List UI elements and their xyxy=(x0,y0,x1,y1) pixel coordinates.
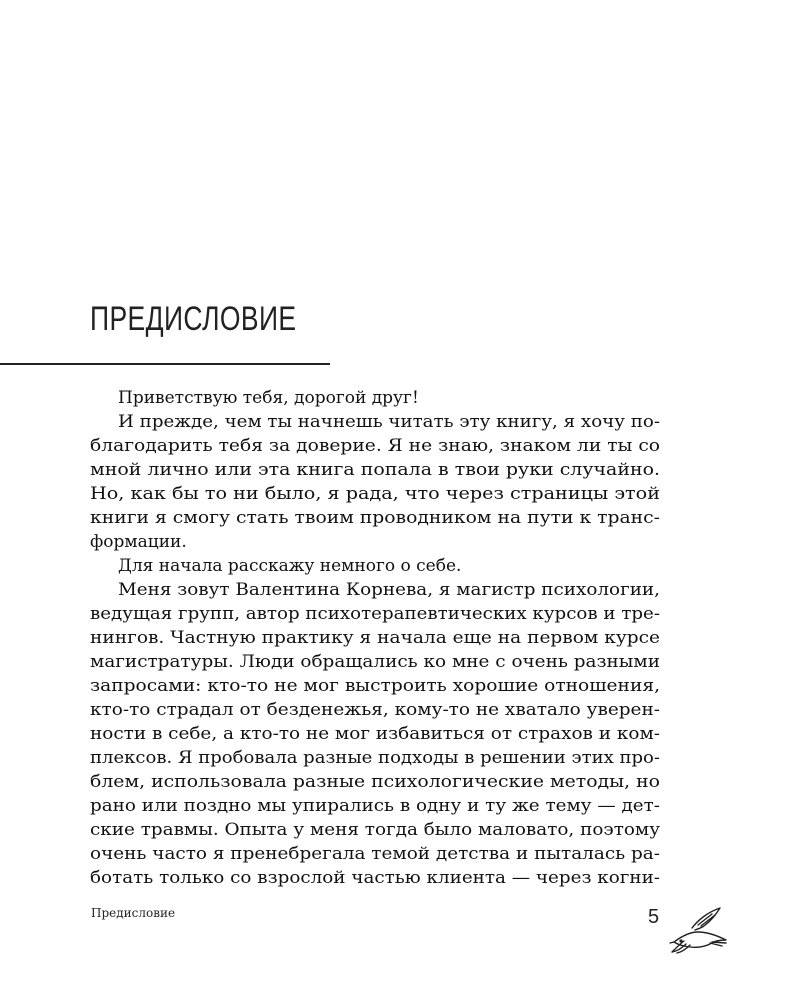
text-line: рано или поздно мы упирались в одну и ту же тему — дет- xyxy=(90,796,660,816)
text-line: ботать только со взрослой частью клиента — через когни- xyxy=(90,868,660,888)
text-line: формации. xyxy=(90,532,187,552)
text-line: ские травмы. Опыта у меня тогда было маловато, поэтому xyxy=(90,820,660,840)
text-line: нингов. Частную практику я начала еще на первом курсе xyxy=(90,628,660,648)
text-line: благодарить тебя за доверие. Я не знаю, знаком ли ты со xyxy=(90,436,660,456)
text-line: И прежде, чем ты начнешь читать эту книгу, я хочу по- xyxy=(118,412,660,432)
text-line: Но, как бы то ни было, я рада, что через страницы этой xyxy=(90,484,660,504)
text-line: ности в себе, а кто-то не мог избавиться от страхов и ком- xyxy=(90,724,660,744)
chapter-title: ПРЕДИСЛОВИЕ xyxy=(90,300,297,338)
text-line: блем, использовала разные психологические методы, но xyxy=(90,772,660,792)
body-text xyxy=(90,386,660,890)
text-line: Меня зовут Валентина Корнева, я магистр психологии, xyxy=(118,580,660,600)
text-line: ведущая групп, автор психотерапевтических курсов и тре- xyxy=(90,604,660,624)
text-line: Приветствую тебя, дорогой друг! xyxy=(118,388,419,408)
text-line: Для начала расскажу немного о себе. xyxy=(118,556,462,576)
running-footer-title: Предисловие xyxy=(91,906,176,920)
bird-icon xyxy=(668,906,730,954)
page-number: 5 xyxy=(648,906,660,928)
text-line: магистратуры. Люди обращались ко мне с очень разными xyxy=(90,652,660,672)
text-line: книги я смогу стать твоим проводником на пути к транс- xyxy=(90,508,660,528)
text-line: кто-то страдал от безденежья, кому-то не хватало уверен- xyxy=(90,700,660,720)
text-line: очень часто я пренебрегала темой детства и пыталась ра- xyxy=(90,844,661,864)
title-underline xyxy=(0,363,330,365)
text-line: запросами: кто-то не мог выстроить хорошие отношения, xyxy=(90,676,660,696)
text-line: мной лично или эта книга попала в твои руки случайно. xyxy=(90,460,660,480)
text-line: плексов. Я пробовала разные подходы в решении этих про- xyxy=(90,748,660,768)
